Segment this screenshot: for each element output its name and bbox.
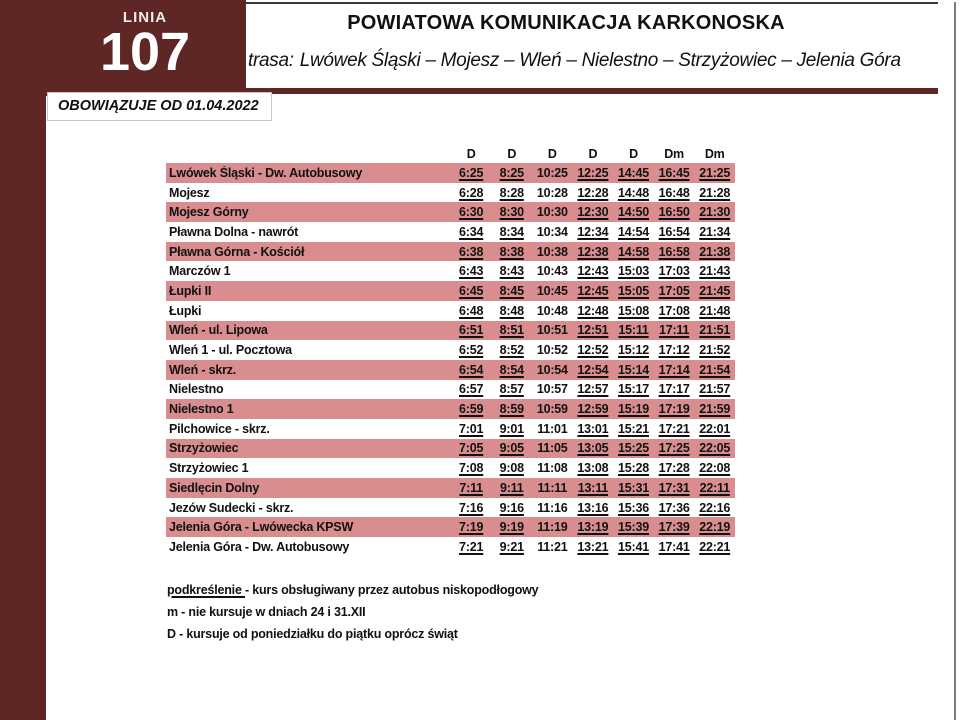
stop-name: Lwówek Śląski - Dw. Autobusowy bbox=[169, 165, 363, 180]
table-row bbox=[166, 399, 735, 419]
stop-name: Jezów Sudecki - skrz. bbox=[169, 500, 294, 515]
departure-time: 9:05 bbox=[499, 441, 524, 456]
departure-time: 15:36 bbox=[618, 500, 649, 515]
departure-time: 16:45 bbox=[658, 165, 690, 180]
departure-time: 15:25 bbox=[618, 441, 649, 456]
table-row bbox=[166, 360, 735, 380]
departure-time: 15:17 bbox=[618, 382, 649, 397]
departure-time: 9:19 bbox=[499, 520, 524, 535]
departure-time: 16:48 bbox=[658, 185, 690, 200]
departure-time: 9:21 bbox=[499, 539, 524, 554]
departure-time: 14:45 bbox=[618, 165, 649, 180]
departure-time: 13:21 bbox=[577, 539, 609, 554]
departure-time: 6:52 bbox=[459, 343, 484, 358]
departure-time: 15:03 bbox=[618, 264, 649, 279]
departure-time: 14:48 bbox=[618, 185, 649, 200]
table-row bbox=[166, 222, 735, 242]
departure-time: 17:25 bbox=[658, 441, 690, 456]
departure-time: 16:50 bbox=[658, 205, 690, 220]
departure-time: 7:05 bbox=[459, 441, 484, 456]
stop-name: Marczów 1 bbox=[169, 264, 231, 279]
day-code-header: D bbox=[547, 147, 557, 161]
departure-time: 15:41 bbox=[618, 539, 649, 554]
page-title: POWIATOWA KOMUNIKACJA KARKONOSKA bbox=[347, 12, 785, 34]
departure-time: 17:41 bbox=[658, 539, 690, 554]
departure-time: 8:52 bbox=[499, 343, 524, 358]
departure-time: 12:38 bbox=[577, 244, 609, 259]
departure-time: 17:21 bbox=[658, 421, 690, 436]
departure-time: 7:08 bbox=[459, 461, 484, 476]
departure-time: 10:43 bbox=[536, 264, 568, 279]
departure-time: 9:08 bbox=[499, 461, 524, 476]
departure-time: 17:08 bbox=[658, 303, 690, 318]
departure-time: 10:34 bbox=[536, 224, 568, 239]
table-row bbox=[166, 478, 735, 498]
departure-time: 22:21 bbox=[699, 539, 731, 554]
departure-time: 15:19 bbox=[618, 402, 649, 417]
departure-time: 12:52 bbox=[577, 343, 609, 358]
left-maroon-strip bbox=[0, 0, 46, 720]
line-number: 107 bbox=[99, 22, 191, 82]
departure-time: 8:28 bbox=[499, 185, 524, 200]
stop-name: Wleń - ul. Lipowa bbox=[169, 323, 268, 338]
departure-time: 21:52 bbox=[699, 343, 731, 358]
departure-time: 10:51 bbox=[536, 323, 568, 338]
departure-time: 7:21 bbox=[459, 539, 484, 554]
departure-time: 17:28 bbox=[658, 461, 690, 476]
departure-time: 10:48 bbox=[536, 303, 568, 318]
departure-time: 15:05 bbox=[618, 283, 649, 298]
table-row bbox=[166, 202, 735, 222]
departure-time: 9:01 bbox=[499, 421, 524, 436]
departure-time: 10:54 bbox=[536, 362, 568, 377]
stop-name: Nielestno bbox=[169, 382, 224, 397]
departure-time: 10:25 bbox=[536, 165, 568, 180]
day-code-header: D bbox=[507, 147, 517, 161]
departure-time: 22:05 bbox=[699, 441, 731, 456]
departure-time: 17:39 bbox=[658, 520, 690, 535]
validity-note: OBOWIĄZUJE OD 01.04.2022 bbox=[47, 92, 272, 121]
timetable-header-row bbox=[166, 145, 735, 163]
legend-underline-note bbox=[167, 579, 538, 601]
departure-time: 15:39 bbox=[618, 520, 649, 535]
departure-time: 11:05 bbox=[537, 441, 568, 456]
departure-time: 8:25 bbox=[499, 165, 524, 180]
departure-time: 8:45 bbox=[499, 283, 524, 298]
departure-time: 21:34 bbox=[699, 224, 731, 239]
departure-time: 15:08 bbox=[618, 303, 649, 318]
departure-time: 13:16 bbox=[577, 500, 609, 515]
departure-time: 11:11 bbox=[537, 480, 568, 495]
departure-time: 8:57 bbox=[499, 382, 524, 397]
table-row bbox=[166, 439, 735, 459]
departure-time: 11:16 bbox=[537, 500, 568, 515]
stop-name: Wleń 1 - ul. Pocztowa bbox=[169, 343, 292, 358]
departure-time: 21:57 bbox=[699, 382, 731, 397]
stop-name: Mojesz bbox=[169, 185, 210, 200]
stop-name: Pławna Dolna - nawrót bbox=[169, 224, 299, 239]
departure-time: 12:48 bbox=[577, 303, 609, 318]
legend bbox=[167, 579, 538, 645]
departure-time: 17:11 bbox=[658, 323, 690, 338]
table-row bbox=[166, 261, 735, 281]
departure-time: 21:30 bbox=[699, 205, 731, 220]
departure-time: 13:11 bbox=[577, 480, 609, 495]
stop-name: Łupki II bbox=[169, 283, 212, 298]
stop-name: Jelenia Góra - Lwówecka KPSW bbox=[169, 520, 354, 535]
departure-time: 12:45 bbox=[577, 283, 609, 298]
legend-underline-desc: - kurs obsługiwany przez autobus niskopodłogowy bbox=[245, 583, 539, 597]
legend-underline-term: podkreślenie bbox=[167, 583, 245, 597]
departure-time: 9:16 bbox=[499, 500, 524, 515]
departure-time: 14:54 bbox=[618, 224, 649, 239]
header-bottom-rule bbox=[246, 88, 938, 94]
departure-time: 14:50 bbox=[618, 205, 649, 220]
departure-time: 15:11 bbox=[618, 323, 649, 338]
stop-name: Łupki bbox=[169, 303, 202, 318]
departure-time: 15:28 bbox=[618, 461, 649, 476]
departure-time: 21:45 bbox=[699, 283, 731, 298]
departure-time: 12:25 bbox=[577, 165, 609, 180]
departure-time: 21:25 bbox=[699, 165, 731, 180]
departure-time: 12:59 bbox=[577, 402, 609, 417]
departure-time: 6:38 bbox=[459, 244, 484, 259]
stop-name: Strzyżowiec 1 bbox=[169, 461, 249, 476]
table-row bbox=[166, 340, 735, 360]
departure-time: 21:43 bbox=[699, 264, 731, 279]
departure-time: 10:59 bbox=[536, 402, 568, 417]
departure-time: 13:08 bbox=[577, 461, 609, 476]
table-row bbox=[166, 301, 735, 321]
table-row bbox=[166, 517, 735, 537]
day-code-header: D bbox=[588, 147, 598, 161]
departure-time: 17:03 bbox=[658, 264, 690, 279]
departure-time: 22:19 bbox=[699, 520, 731, 535]
timetable bbox=[166, 145, 735, 557]
day-code-header: D bbox=[629, 147, 638, 161]
departure-time: 6:43 bbox=[459, 264, 484, 279]
table-row bbox=[166, 419, 735, 439]
departure-time: 17:19 bbox=[658, 402, 690, 417]
legend-d-note: D - kursuje od poniedziałku do piątku oprócz świąt bbox=[167, 627, 458, 641]
departure-time: 6:45 bbox=[459, 283, 484, 298]
table-row bbox=[166, 281, 735, 301]
departure-time: 10:45 bbox=[536, 283, 568, 298]
departure-time: 6:30 bbox=[459, 205, 484, 220]
departure-time: 9:11 bbox=[499, 480, 524, 495]
departure-time: 21:38 bbox=[699, 244, 731, 259]
departure-time: 17:14 bbox=[658, 362, 690, 377]
departure-time: 15:14 bbox=[618, 362, 649, 377]
departure-time: 17:36 bbox=[658, 500, 690, 515]
departure-time: 12:54 bbox=[577, 362, 609, 377]
departure-time: 21:54 bbox=[699, 362, 731, 377]
departure-time: 13:05 bbox=[577, 441, 609, 456]
departure-time: 7:16 bbox=[459, 500, 484, 515]
table-row bbox=[166, 537, 735, 557]
departure-time: 11:01 bbox=[537, 421, 568, 436]
departure-time: 10:52 bbox=[536, 343, 568, 358]
line-number-box bbox=[0, 0, 246, 96]
departure-time: 6:59 bbox=[459, 402, 484, 417]
stop-name: Jelenia Góra - Dw. Autobusowy bbox=[169, 539, 350, 554]
departure-time: 15:31 bbox=[618, 480, 649, 495]
departure-time: 10:28 bbox=[536, 185, 568, 200]
departure-time: 21:48 bbox=[699, 303, 731, 318]
line-label: LINIA bbox=[122, 9, 168, 26]
stop-name: Siedlęcin Dolny bbox=[169, 480, 260, 495]
table-row bbox=[166, 242, 735, 262]
stop-name: Pilchowice - skrz. bbox=[169, 421, 270, 436]
departure-time: 8:51 bbox=[499, 323, 524, 338]
departure-time: 17:05 bbox=[658, 283, 690, 298]
departure-time: 8:59 bbox=[499, 402, 524, 417]
stop-name: Mojesz Górny bbox=[169, 205, 249, 220]
departure-time: 10:57 bbox=[536, 382, 568, 397]
departure-time: 7:01 bbox=[459, 421, 484, 436]
departure-time: 16:54 bbox=[658, 224, 690, 239]
table-row bbox=[166, 458, 735, 478]
legend-m-note: m - nie kursuje w dniach 24 i 31.XII bbox=[167, 605, 366, 619]
departure-time: 13:19 bbox=[577, 520, 609, 535]
day-code-header: Dm bbox=[664, 147, 684, 161]
departure-time: 6:34 bbox=[459, 224, 484, 239]
table-row bbox=[166, 183, 735, 203]
departure-time: 8:43 bbox=[499, 264, 524, 279]
departure-time: 7:11 bbox=[459, 480, 483, 495]
table-row bbox=[166, 321, 735, 341]
departure-time: 21:59 bbox=[699, 402, 731, 417]
departure-time: 6:54 bbox=[459, 362, 484, 377]
departure-time: 22:08 bbox=[699, 461, 731, 476]
table-row bbox=[166, 163, 735, 183]
departure-time: 12:57 bbox=[577, 382, 609, 397]
stop-name: Pławna Górna - Kościół bbox=[169, 244, 305, 259]
day-code-header: Dm bbox=[704, 147, 725, 161]
departure-time: 6:57 bbox=[459, 382, 484, 397]
table-row bbox=[166, 380, 735, 400]
departure-time: 15:21 bbox=[618, 421, 649, 436]
departure-time: 11:08 bbox=[537, 461, 568, 476]
departure-time: 22:16 bbox=[699, 500, 731, 515]
departure-time: 8:38 bbox=[499, 244, 524, 259]
departure-time: 15:12 bbox=[618, 343, 649, 358]
departure-time: 22:01 bbox=[699, 421, 731, 436]
departure-time: 6:25 bbox=[459, 165, 484, 180]
departure-time: 14:58 bbox=[618, 244, 649, 259]
departure-time: 17:12 bbox=[658, 343, 690, 358]
header-top-rule bbox=[246, 2, 938, 4]
route-line bbox=[248, 50, 948, 72]
departure-time: 10:38 bbox=[536, 244, 568, 259]
departure-time: 12:30 bbox=[577, 205, 609, 220]
departure-time: 12:34 bbox=[577, 224, 609, 239]
departure-time: 6:51 bbox=[459, 323, 484, 338]
departure-time: 21:28 bbox=[699, 185, 731, 200]
stop-name: Nielestno 1 bbox=[169, 402, 234, 417]
departure-time: 12:43 bbox=[577, 264, 609, 279]
page-right-edge bbox=[954, 2, 956, 720]
stop-name: Strzyżowiec bbox=[169, 441, 239, 456]
departure-time: 11:21 bbox=[537, 539, 568, 554]
departure-time: 11:19 bbox=[537, 520, 568, 535]
route-text: Lwówek Śląski – Mojesz – Wleń – Nielestno – Strzyżowiec – Jelenia Góra bbox=[299, 50, 901, 71]
departure-time: 6:28 bbox=[459, 185, 484, 200]
departure-time: 22:11 bbox=[699, 480, 730, 495]
departure-time: 7:19 bbox=[459, 520, 484, 535]
departure-time: 6:48 bbox=[459, 303, 484, 318]
departure-time: 10:30 bbox=[536, 205, 568, 220]
departure-time: 8:48 bbox=[499, 303, 524, 318]
departure-time: 8:54 bbox=[499, 362, 524, 377]
departure-time: 16:58 bbox=[658, 244, 690, 259]
departure-time: 21:51 bbox=[699, 323, 731, 338]
departure-time: 12:28 bbox=[577, 185, 609, 200]
departure-time: 12:51 bbox=[577, 323, 609, 338]
timetable-body bbox=[166, 163, 735, 557]
departure-time: 13:01 bbox=[577, 421, 609, 436]
stop-name: Wleń - skrz. bbox=[169, 362, 237, 377]
day-code-header: D bbox=[466, 147, 476, 161]
table-row bbox=[166, 498, 735, 518]
departure-time: 8:34 bbox=[499, 224, 524, 239]
departure-time: 17:31 bbox=[658, 480, 690, 495]
route-label: trasa: bbox=[248, 50, 294, 71]
departure-time: 17:17 bbox=[658, 382, 690, 397]
departure-time: 8:30 bbox=[499, 205, 524, 220]
